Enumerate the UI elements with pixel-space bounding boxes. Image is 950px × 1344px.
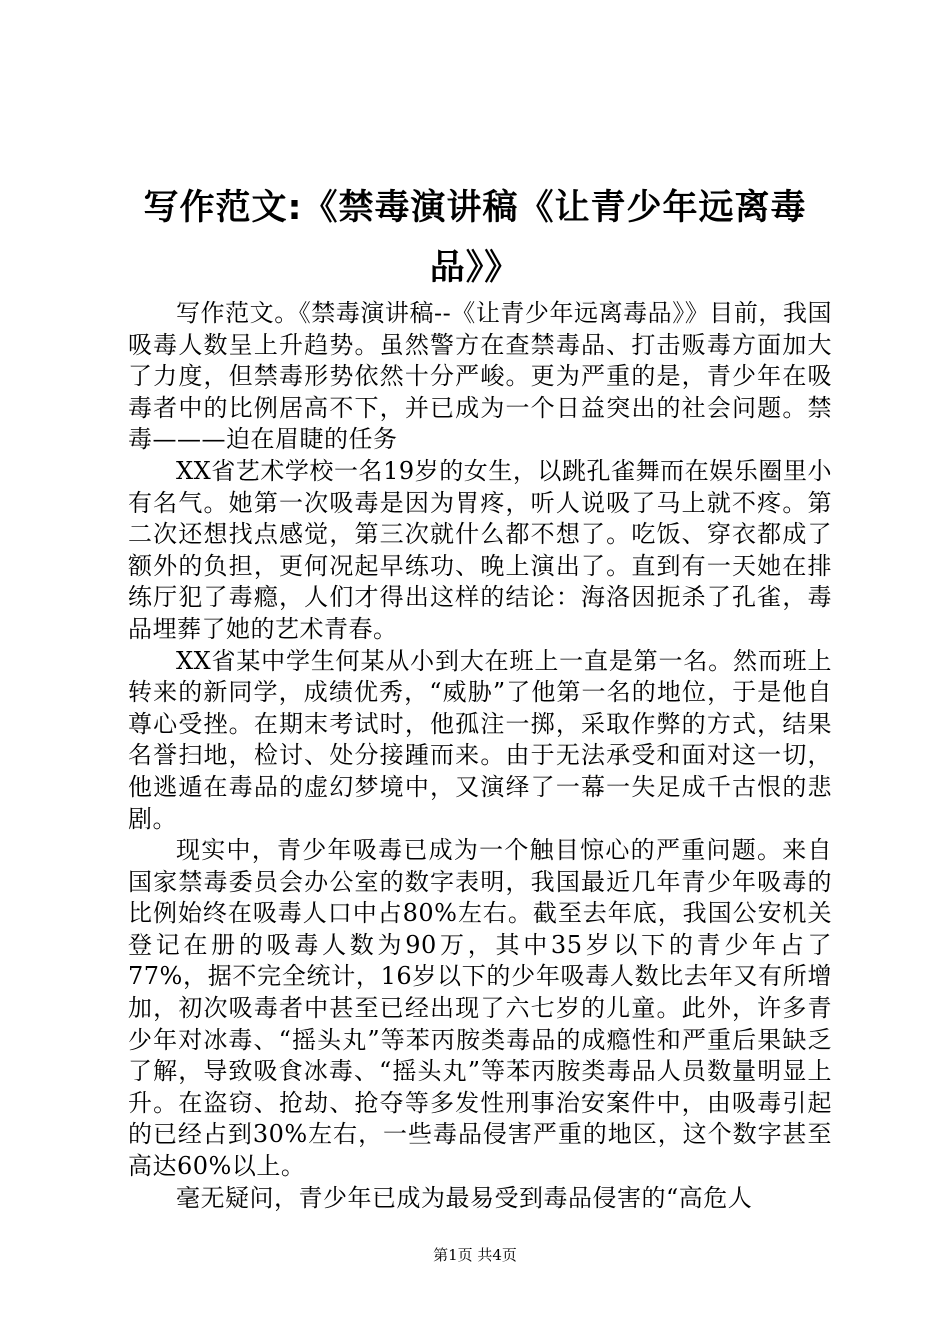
paragraph: XX省某中学生何某从小到大在班上一直是第一名。然而班上转来的新同学，成绩优秀，“威胁”了他第一名的地位，于是他自尊心受挫。在期末考试时，他孤注一掷，采取作弊的方式，结果名誉扫地，检讨、处分接踵而来。由于无法承受和面对这一切，他逃遁在毒品的虚幻梦境中，又演绎了一幕一失足成千古恨的悲剧。 [128, 646, 832, 833]
paragraph: 现实中，青少年吸毒已成为一个触目惊心的严重问题。来自国家禁毒委员会办公室的数字表明，我国最近几年青少年吸毒的比例始终在吸毒人口中占80%左右。截至去年底，我国公安机关登记在册的吸毒人数为90万，其中35岁以下的青少年占了77%，据不完全统计，16岁以下的少年吸毒人数比去年又有所增加，初次吸毒者中甚至已经出现了六七岁的儿童。此外，许多青少年对冰毒、“摇头丸”等苯丙胺类毒品的成瘾性和严重后果缺乏了解，导致吸食冰毒、“摇头丸”等苯丙胺类毒品人员数量明显上升。在盗窃、抢劫、抢夺等多发性刑事治安案件中，由吸毒引起的已经占到30%左右，一些毒品侵害严重的地区，这个数字甚至高达60%以上。 [128, 836, 832, 1181]
page-number-footer: 第1页 共4页 [433, 1246, 517, 1264]
document-body [128, 298, 832, 1214]
paragraph: XX省艺术学校一名19岁的女生，以跳孔雀舞而在娱乐圈里小有名气。她第一次吸毒是因为胃疼，听人说吸了马上就不疼。第二次还想找点感觉，第三次就什么都不想了。吃饭、穿衣都成了额外的负担，更何况起早练功、晚上演出了。直到有一天她在排练厅犯了毒瘾，人们才得出这样的结论：海洛因扼杀了孔雀，毒品埋葬了她的艺术青春。 [128, 456, 832, 643]
document-title: 写作范文:《禁毒演讲稿《让青少年远离毒品》》 [143, 188, 807, 288]
paragraph: 毫无疑问，青少年已成为最易受到毒品侵害的“高危人 [176, 1183, 753, 1212]
paragraph: 写作范文。《禁毒演讲稿--《让青少年远离毒品》》目前，我国吸毒人数呈上升趋势。虽然警方在查禁毒品、打击贩毒方面加大了力度，但禁毒形势依然十分严峻。更为严重的是，青少年在吸毒者中的比例居高不下，并已成为一个日益突出的社会问题。禁毒———迫在眉睫的任务 [128, 299, 832, 454]
